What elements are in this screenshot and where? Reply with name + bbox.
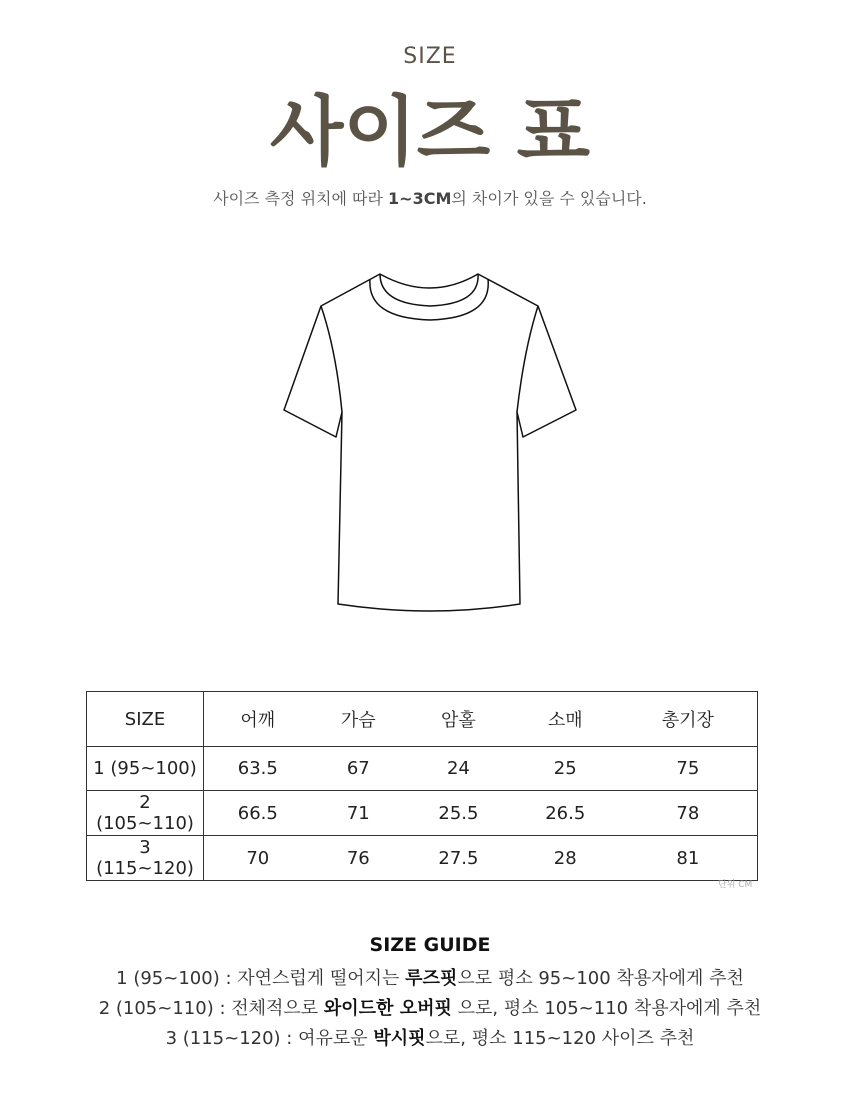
- size-table: [86, 691, 758, 881]
- guide-line-fit: 박시핏: [373, 1028, 426, 1049]
- unit-note: 단위 CM: [718, 880, 753, 890]
- cell-armhole: 25.5: [405, 791, 512, 836]
- cell-size: 2 (105~110): [87, 791, 204, 836]
- guide-line-post: 으로, 평소 115~120 사이즈 추천: [425, 1028, 695, 1049]
- guide-line-pre: 1 (95~100) : 자연스럽게 떨어지는: [116, 968, 406, 989]
- cell-sleeve: 28: [512, 836, 619, 881]
- cell-total-length: 75: [619, 747, 758, 791]
- cell-chest: 71: [312, 791, 405, 836]
- measurement-note-pre: 사이즈 측정 위치에 따라: [213, 189, 389, 208]
- guide-line-pre: 2 (105~110) : 전체적으로: [98, 998, 324, 1019]
- size-guide-line-1: [0, 964, 860, 990]
- guide-line-fit: 와이드한 오버핏: [323, 998, 452, 1019]
- measurement-note-post: 의 차이가 있을 수 있습니다.: [451, 189, 647, 208]
- cell-shoulder: 70: [204, 836, 312, 881]
- guide-line-post: 으로 평소 95~100 착용자에게 추천: [457, 968, 744, 989]
- cell-total-length: 78: [619, 791, 758, 836]
- page-title: 사이즈 표: [269, 87, 591, 176]
- table-row: [87, 791, 758, 836]
- header-armhole: 암홀: [405, 692, 512, 747]
- header-chest: 가슴: [312, 692, 405, 747]
- size-guide-line-3: [0, 1024, 860, 1050]
- section-eyebrow: SIZE: [403, 44, 457, 69]
- size-guide-title: SIZE GUIDE: [369, 934, 491, 956]
- cell-shoulder: 63.5: [204, 747, 312, 791]
- table-row: [87, 747, 758, 791]
- cell-chest: 67: [312, 747, 405, 791]
- measurement-note: [0, 186, 860, 209]
- header-total-length: 총기장: [619, 692, 758, 747]
- cell-size: 3 (115~120): [87, 836, 204, 881]
- guide-line-post: 으로, 평소 105~110 착용자에게 추천: [451, 998, 762, 1019]
- header-sleeve: 소매: [512, 692, 619, 747]
- guide-line-fit: 루즈핏: [405, 968, 458, 989]
- size-table-header: [87, 692, 758, 747]
- cell-size: 1 (95~100): [87, 747, 204, 791]
- cell-total-length: 81: [619, 836, 758, 881]
- header-size: SIZE: [87, 692, 204, 747]
- guide-line-pre: 3 (115~120) : 여유로운: [165, 1028, 374, 1049]
- table-row: [87, 836, 758, 881]
- size-guide-line-2: [0, 994, 860, 1020]
- cell-sleeve: 25: [512, 747, 619, 791]
- cell-shoulder: 66.5: [204, 791, 312, 836]
- cell-chest: 76: [312, 836, 405, 881]
- header-shoulder: 어깨: [204, 692, 312, 747]
- cell-sleeve: 26.5: [512, 791, 619, 836]
- measurement-note-range: 1~3CM: [388, 189, 452, 208]
- cell-armhole: 24: [405, 747, 512, 791]
- tshirt-icon: [270, 262, 590, 622]
- cell-armhole: 27.5: [405, 836, 512, 881]
